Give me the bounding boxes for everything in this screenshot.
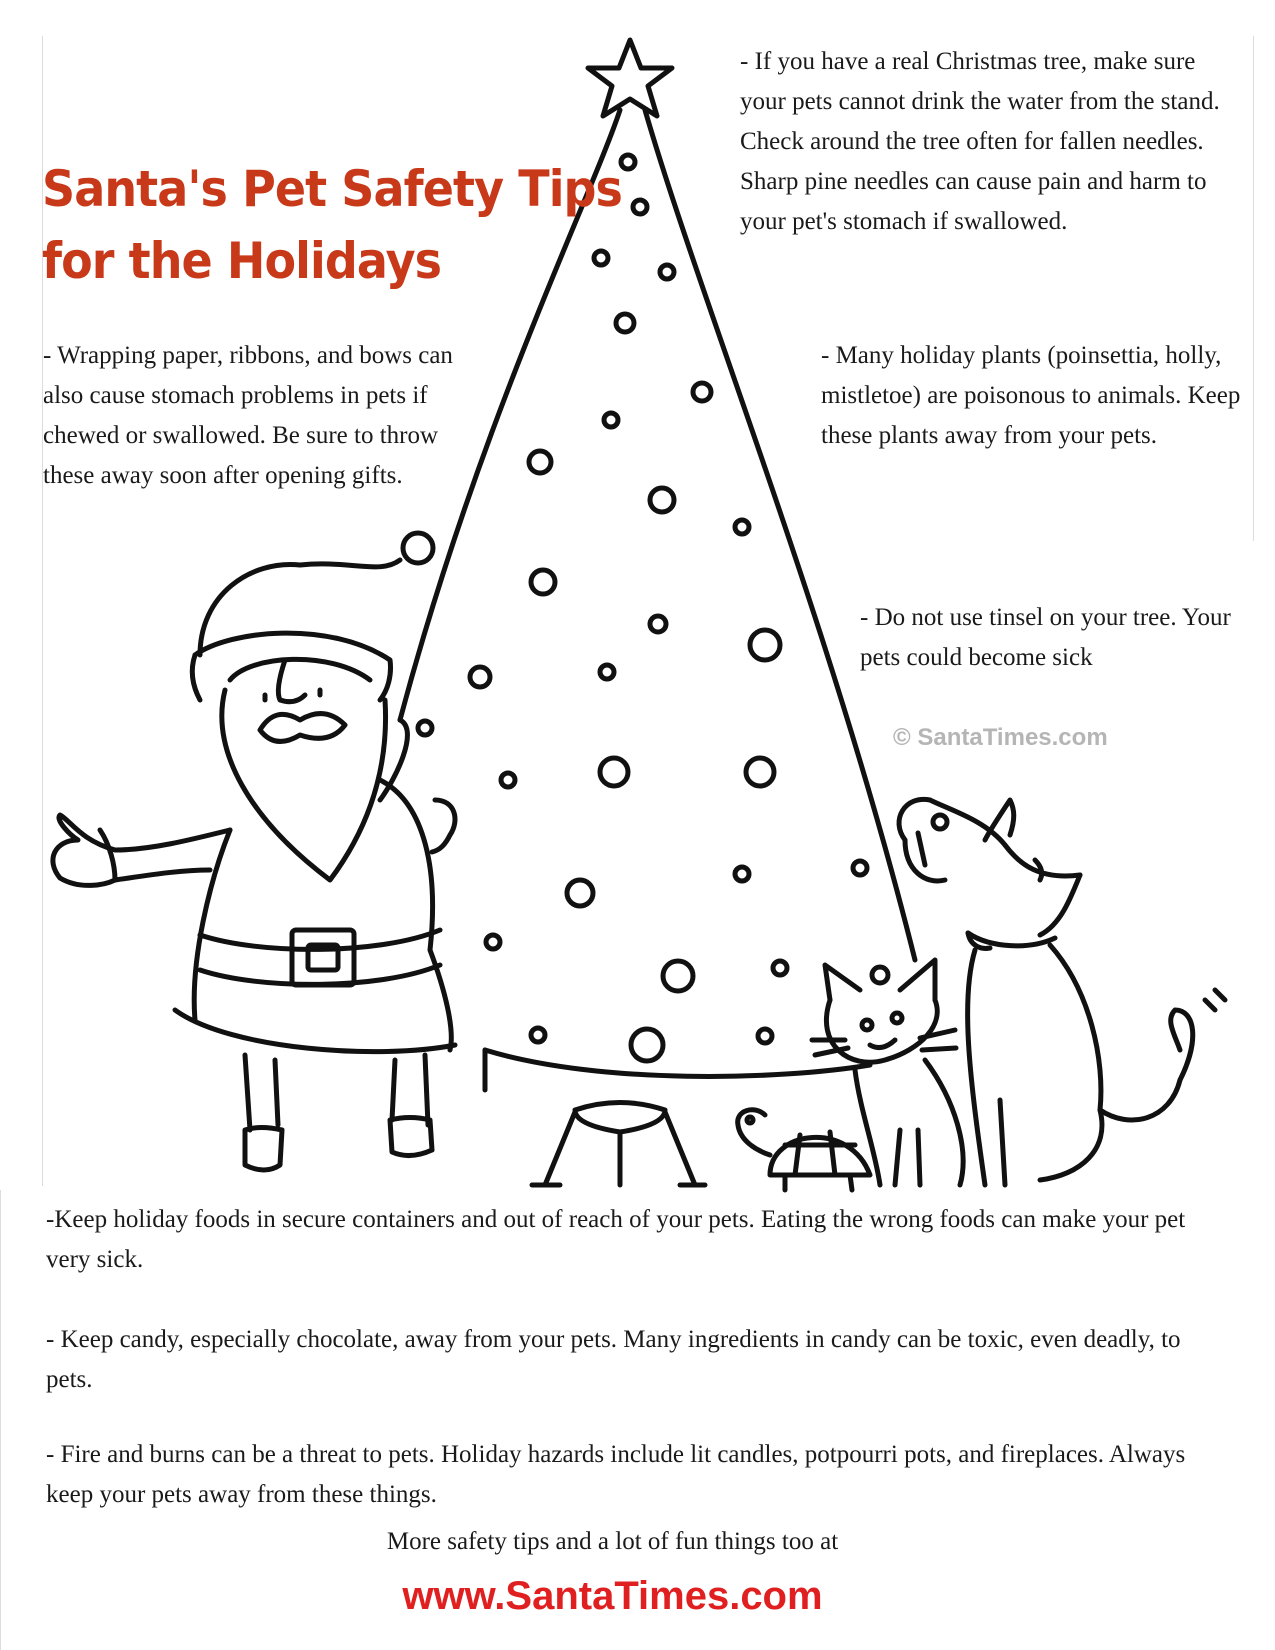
copyright-watermark: © SantaTimes.com <box>893 724 1108 751</box>
tip-candy: - Keep candy, especially chocolate, away from your pets. Many ingredients in candy can be toxic, even deadly, to pets. <box>46 1326 1181 1393</box>
turtle-icon <box>738 1110 870 1190</box>
footer-website-link[interactable]: www.SantaTimes.com <box>402 1574 823 1618</box>
santa-icon <box>53 533 455 1170</box>
dog-icon <box>899 799 1225 1185</box>
tip-wrapping-paper: - Wrapping paper, ribbons, and bows can also cause stomach problems in pets if chewed or swallowed. Be sure to throw these away soon after opening gifts. <box>43 342 453 489</box>
tip-fire: - Fire and burns can be a threat to pets. Holiday hazards include lit candles, potpourri pots, and fireplaces. Always keep your pets away from these things. <box>46 1441 1186 1508</box>
footer-text: More safety tips and a lot of fun things too at <box>386 1528 839 1555</box>
christmas-tree-icon <box>380 110 915 1185</box>
page-title-line-1: Santa's Pet Safety Tips <box>42 160 623 218</box>
tip-tinsel: - Do not use tinsel on your tree. Your pets could become sick <box>860 604 1231 671</box>
page-title-line-2: for the Holidays <box>42 232 442 290</box>
star-icon <box>588 40 672 116</box>
tip-christmas-tree: - If you have a real Christmas tree, make sure your pets cannot drink the water from the stand. Check around the tree often for fallen needles. Sharp pine needles can cause pain and harm to your pet's stomach if swallowed. <box>740 48 1220 235</box>
tip-holiday-plants: - Many holiday plants (poinsettia, holly, mistletoe) are poisonous to animals. Keep these plants away from your pets. <box>821 342 1241 449</box>
tip-holiday-foods: -Keep holiday foods in secure containers and out of reach of your pets. Eating the wrong foods can make your pet very sick. <box>46 1206 1186 1273</box>
